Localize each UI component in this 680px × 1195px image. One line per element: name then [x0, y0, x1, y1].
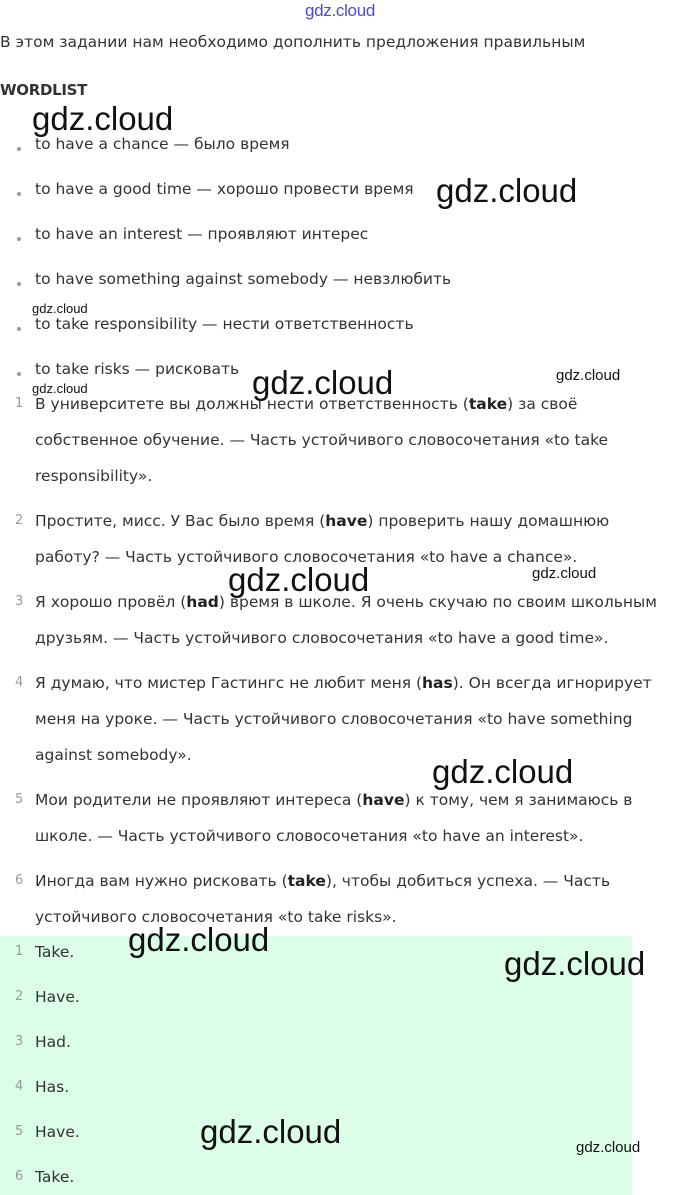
wordlist-item-text: to have a chance — было время — [35, 135, 290, 153]
text-segment: against somebody». — [35, 746, 192, 764]
watermark: gdz.cloud — [532, 565, 597, 582]
watermark: gdz.cloud — [252, 364, 394, 401]
exercise-number: 5 — [15, 792, 24, 807]
watermark: gdz.cloud — [556, 367, 621, 384]
answer-text: Had. — [35, 1033, 71, 1051]
exercise-line — [35, 710, 632, 728]
answer-number: 2 — [15, 989, 24, 1004]
exercise-line — [35, 467, 152, 485]
site-mark: gdz.cloud — [304, 1, 376, 20]
text-segment: Простите, мисс. У Вас было время ( — [35, 512, 326, 530]
exercise-number: 3 — [15, 594, 24, 609]
answer-text: Have. — [35, 1123, 80, 1141]
wordlist-title: WORDLIST — [0, 81, 88, 99]
wordlist-item-text: to take risks — рисковать — [35, 360, 240, 378]
exercise-number: 6 — [15, 873, 24, 888]
text-segment: Мои родители не проявляют интереса ( — [35, 791, 363, 809]
answer-number: 6 — [15, 1169, 24, 1184]
answer-number: 3 — [15, 1034, 24, 1049]
text-segment: ) за своё — [507, 395, 578, 413]
text-segment: Иногда вам нужно рисковать ( — [35, 872, 288, 890]
wordlist-item-text: to take responsibility — нести ответственность — [35, 315, 414, 333]
text-segment: школе. — Часть устойчивого словосочетания «to have an interest». — [35, 827, 584, 845]
bullet-icon — [17, 372, 21, 376]
watermark: gdz.cloud — [436, 172, 578, 209]
text-segment: работу? — Часть устойчивого словосочетания «to have a chance». — [35, 548, 578, 566]
watermark: gdz.cloud — [128, 921, 270, 958]
text-segment: responsibility». — [35, 467, 153, 485]
text-segment: ) к тому, чем я занимаюсь в — [404, 791, 633, 809]
answer-text: Take. — [35, 943, 75, 961]
wordlist-item-text: to have an interest — проявляют интерес — [35, 225, 369, 243]
answer-text: Take. — [35, 1168, 75, 1186]
watermark: gdz.cloud — [576, 1139, 641, 1156]
answer-number: 1 — [15, 944, 24, 959]
intro-text: В этом задании нам необходимо дополнить предложения правильным — [0, 33, 586, 51]
exercise-line — [35, 746, 192, 764]
bullet-icon — [17, 192, 21, 196]
watermark: gdz.cloud — [32, 381, 88, 396]
watermark: gdz.cloud — [228, 561, 370, 598]
answer-word: had — [186, 593, 219, 611]
exercise-line — [35, 674, 652, 692]
exercise-line — [35, 431, 608, 449]
answer-text: Have. — [35, 988, 80, 1006]
exercise-number: 4 — [15, 675, 24, 690]
exercise-line — [35, 872, 610, 890]
bullet-icon — [17, 147, 21, 151]
exercise-line — [35, 791, 632, 809]
answer-word: take — [287, 872, 326, 890]
answer-word: have — [325, 512, 368, 530]
text-segment: меня на уроке. — Часть устойчивого словосочетания «to have something — [35, 710, 633, 728]
bullet-icon — [17, 327, 21, 331]
text-segment: ) время в школе. Я очень скучаю по своим школьным — [218, 593, 657, 611]
exercise-number: 1 — [15, 396, 24, 411]
answer-word: have — [362, 791, 405, 809]
exercise-line — [35, 512, 609, 530]
answer-number: 4 — [15, 1079, 24, 1094]
bullet-icon — [17, 282, 21, 286]
text-segment: ) проверить нашу домашнюю — [367, 512, 610, 530]
text-segment: Я хорошо провёл ( — [35, 593, 187, 611]
wordlist-item-text: to have a good time — хорошо провести время — [35, 180, 414, 198]
answer-word: has — [422, 674, 453, 692]
watermark: gdz.cloud — [504, 945, 646, 982]
text-segment: друзьям. — Часть устойчивого словосочетания «to have a good time». — [35, 629, 609, 647]
answer-word: take — [468, 395, 508, 413]
text-segment: ), чтобы добиться успеха. — Часть — [325, 872, 611, 890]
text-segment: ). Он всегда игнорирует — [452, 674, 652, 692]
text-segment: Я думаю, что мистер Гастингс не любит меня ( — [35, 674, 423, 692]
exercise-number: 2 — [15, 513, 24, 528]
exercise-line — [35, 629, 608, 647]
wordlist-item-text: to have something against somebody — невзлюбить — [35, 270, 452, 288]
text-segment: устойчивого словосочетания «to take risks». — [35, 908, 397, 926]
text-segment: В университете вы должны нести ответственность ( — [35, 395, 469, 413]
answer-number: 5 — [15, 1124, 24, 1139]
watermark: gdz.cloud — [32, 301, 88, 316]
watermark: gdz.cloud — [200, 1113, 342, 1150]
watermark: gdz.cloud — [432, 753, 574, 790]
watermark: gdz.cloud — [32, 100, 174, 137]
bullet-icon — [17, 237, 21, 241]
text-segment: собственное обучение. — Часть устойчивого словосочетания «to take — [35, 431, 609, 449]
answer-text: Has. — [35, 1078, 70, 1096]
exercise-line — [35, 827, 583, 845]
